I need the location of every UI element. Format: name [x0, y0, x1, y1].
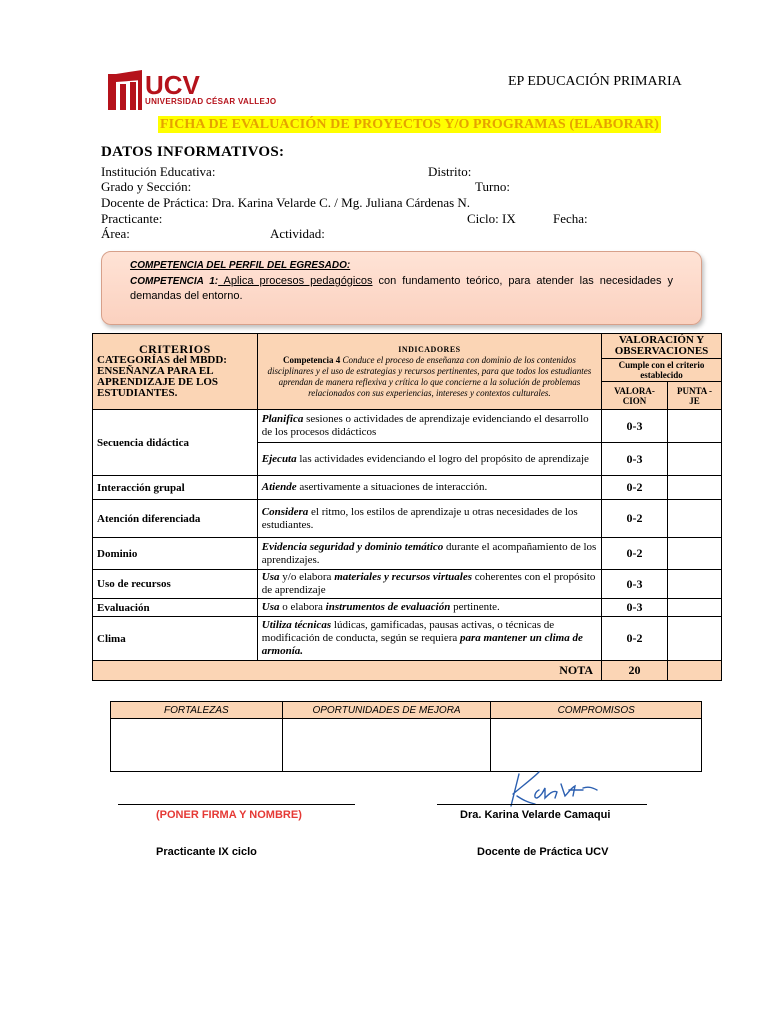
logo-text: UCV [145, 70, 200, 100]
valoracion-cell: 0-2 [602, 538, 668, 570]
table-row [93, 500, 722, 538]
valoracion-cell: 0-2 [602, 617, 668, 661]
table-row [93, 410, 722, 443]
criterios-header: CRITERIOS CATEGORÍAS del MBDD: ENSEÑANZA PARA EL APRENDIZAJE DE LOS ESTUDIANTES. [93, 334, 258, 410]
ucv-logo-icon [108, 68, 148, 112]
indicador-cell: Planifica sesiones o actividades de aprendizaje evidenciando el desarrollo de los procesos didácticos [257, 410, 601, 443]
indicador-cell: Utiliza técnicas lúdicas, gamificadas, pausas activas, o técnicas de modificación de conducta, según se requiera para mantener un clima de armonía. [257, 617, 601, 661]
valoracion-cell: 0-3 [602, 570, 668, 599]
valoracion-cell: 0-3 [602, 443, 668, 476]
puntaje-cell[interactable] [668, 599, 722, 617]
table-row [93, 538, 722, 570]
signature-line-right [437, 804, 647, 805]
field-area: Área: [101, 226, 130, 241]
valoracion-cell: 0-2 [602, 500, 668, 538]
criterio-cell: Uso de recursos [93, 570, 258, 599]
evaluation-table [92, 333, 722, 681]
criterio-cell: Dominio [93, 538, 258, 570]
competencia-rest: con fundamento teórico, para atender las necesidades y demandas del entorno. [130, 275, 673, 302]
indicador-cell: Atiende asertivamente a situaciones de interacción. [257, 476, 601, 500]
docente-role: Docente de Práctica UCV [477, 846, 609, 858]
puntaje-cell[interactable] [668, 500, 722, 538]
handwritten-signature-icon [505, 766, 605, 812]
indicador-cell: Ejecuta las actividades evidenciando el logro del propósito de aprendizaje [257, 443, 601, 476]
fortalezas-table [110, 701, 702, 772]
puntaje-cell[interactable] [668, 476, 722, 500]
nota-label: NOTA [93, 661, 602, 681]
criterio-cell: Atención diferenciada [93, 500, 258, 538]
field-distrito: Distrito: [428, 164, 472, 179]
field-grado: Grado y Sección: [101, 179, 192, 194]
criterio-cell: Evaluación [93, 599, 258, 617]
puntaje-cell[interactable] [668, 410, 722, 443]
indicador-cell: Evidencia seguridad y dominio temático durante el acompañamiento de los aprendizajes. [257, 538, 601, 570]
valoracion-cell: 0-3 [602, 599, 668, 617]
indicadores-header: INDICADORES Competencia 4 Conduce el proceso de enseñanza con dominio de los contenidos disciplinares y el uso de estrategias y recursos pertinentes, para que todos los estudiantes aprendan de manera reflexiva y crítica lo que concierne a la solución de problemas relacionados con sus experiencias, intereses y contextos culturales. [257, 334, 601, 410]
fortalezas-header: FORTALEZAS [111, 702, 283, 719]
signature-line-left [118, 804, 355, 805]
field-turno: Turno: [475, 179, 510, 194]
nota-value: 20 [602, 661, 668, 681]
logo-subtext: UNIVERSIDAD CÉSAR VALLEJO [145, 97, 277, 106]
oportunidades-cell[interactable] [282, 719, 491, 772]
compromisos-cell[interactable] [491, 719, 702, 772]
nota-row [93, 661, 722, 681]
compromisos-header: COMPROMISOS [491, 702, 702, 719]
cumple-header: Cumple con el criterio establecido [602, 359, 722, 382]
puntaje-cell[interactable] [668, 617, 722, 661]
datos-heading: DATOS INFORMATIVOS: [101, 144, 285, 160]
criterio-cell: Interacción grupal [93, 476, 258, 500]
puntaje-cell[interactable] [668, 443, 722, 476]
valoracion-cell: 0-2 [602, 476, 668, 500]
puntaje-cell[interactable] [668, 538, 722, 570]
field-fecha: Fecha: [553, 211, 588, 226]
competencia-text: COMPETENCIA 1: Aplica procesos pedagógicos con fundamento teórico, para atender las necesidades y demandas del entorno. [130, 275, 673, 302]
field-institucion: Institución Educativa: [101, 164, 216, 179]
fortalezas-cell[interactable] [111, 719, 283, 772]
field-actividad: Actividad: [270, 226, 325, 241]
header-row [93, 334, 722, 359]
field-docente: Docente de Práctica: Dra. Karina Velarde C. / Mg. Juliana Cárdenas N. [101, 195, 471, 210]
oportunidades-header: OPORTUNIDADES DE MEJORA [282, 702, 491, 719]
valoracion-header: VALORACIÓN Y OBSERVACIONES [602, 334, 722, 359]
competencia-label: COMPETENCIA 1 [130, 276, 215, 287]
valoracion-col: VALORA-CION [602, 382, 668, 410]
nota-puntaje-cell[interactable] [668, 661, 722, 681]
table-row [93, 599, 722, 617]
table-row [93, 476, 722, 500]
practicante-name: (PONER FIRMA Y NOMBRE) [156, 809, 302, 821]
practicante-role: Practicante IX ciclo [156, 846, 257, 858]
perfil-label: COMPETENCIA DEL PERFIL DEL EGRESADO: [130, 260, 351, 271]
puntaje-cell[interactable] [668, 570, 722, 599]
valoracion-cell: 0-3 [602, 410, 668, 443]
indicador-cell: Usa o elabora instrumentos de evaluación pertinente. [257, 599, 601, 617]
competencia-box [101, 251, 702, 325]
indicador-cell: Usa y/o elabora materiales y recursos virtuales coherentes con el propósito de aprendizaje [257, 570, 601, 599]
table-row [93, 570, 722, 599]
criterio-cell: Secuencia didáctica [93, 410, 258, 476]
competencia-underlined: Aplica procesos pedagógicos [218, 275, 373, 287]
docente-name: Dra. Karina Velarde Camaqui [460, 809, 611, 821]
document-title: FICHA DE EVALUACIÓN DE PROYECTOS Y/O PROGRAMAS (ELABORAR) [160, 117, 659, 132]
field-ciclo: Ciclo: IX [467, 211, 516, 226]
indicador-cell: Considera el ritmo, los estilos de aprendizaje u otras necesidades de los estudiantes. [257, 500, 601, 538]
program-name: EP EDUCACIÓN PRIMARIA [508, 74, 682, 89]
table-row [93, 617, 722, 661]
puntaje-col: PUNTA -JE [668, 382, 722, 410]
field-practicante: Practicante: [101, 211, 163, 226]
criterio-cell: Clima [93, 617, 258, 661]
